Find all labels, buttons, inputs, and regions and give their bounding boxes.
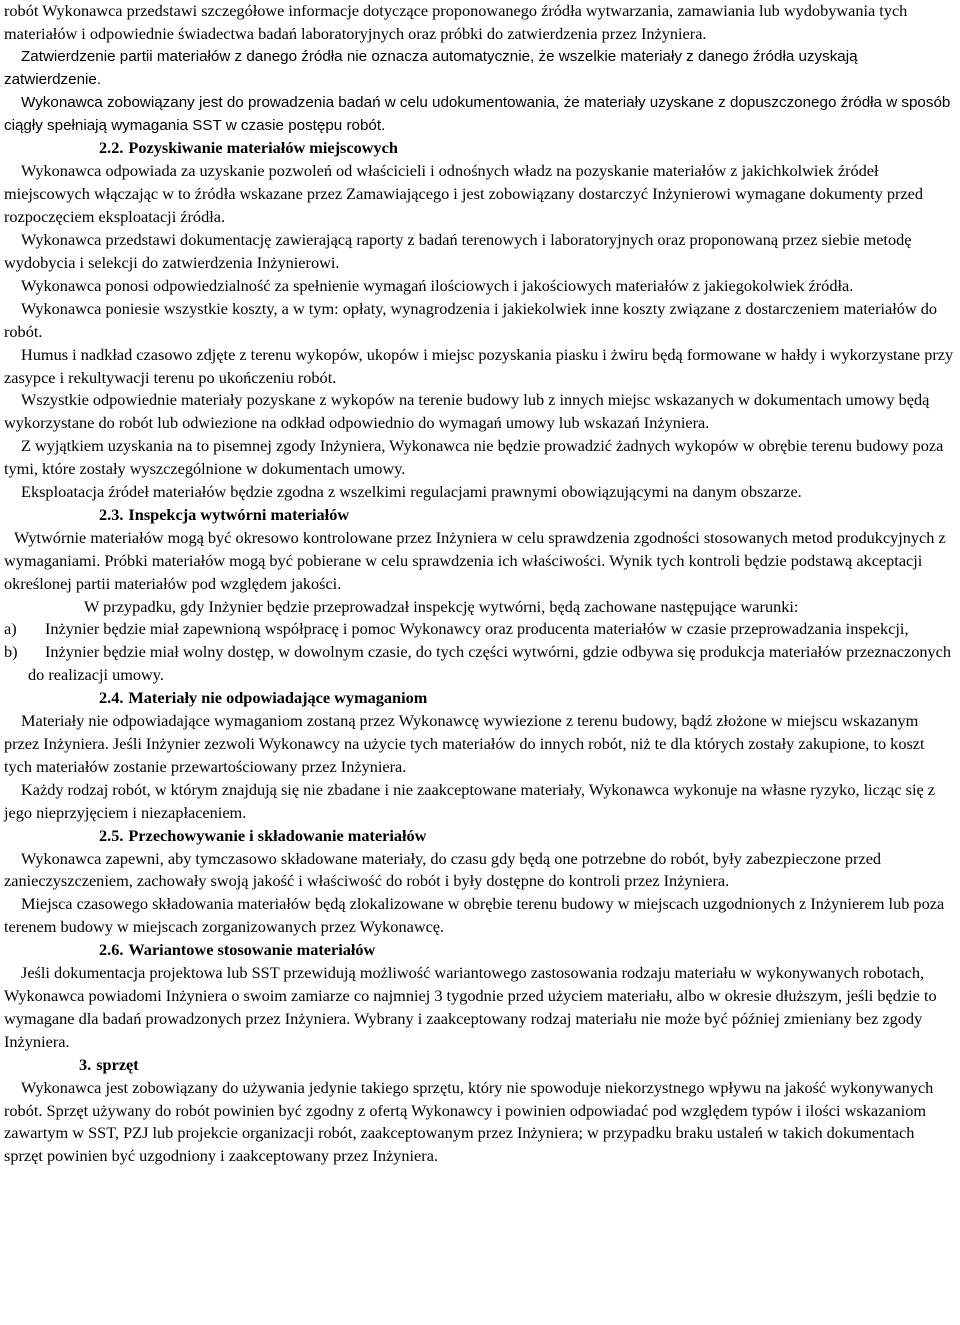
section-title: Pozyskiwanie materiałów miejscowych bbox=[128, 138, 398, 158]
section-title: Inspekcja wytwórni materiałów bbox=[128, 504, 350, 524]
paragraph: Miejsca czasowego składowania materiałów będą zlokalizowane w obrębie terenu budowy w miejscach uzgodnionych z Inżynierem lub poza terenem budowy w miejscach zorganizowanych przez Wykonawcę. bbox=[4, 894, 945, 937]
section-heading-2-6 bbox=[4, 939, 956, 962]
section-title: sprzęt bbox=[96, 1054, 139, 1074]
document-page bbox=[4, 0, 956, 1168]
section-heading-2-5 bbox=[4, 825, 956, 848]
paragraph: Każdy rodzaj robót, w którym znajdują się nie zbadane i nie zaakceptowane materiały, Wykonawca wykonuje na własne ryzyko, licząc się z jego nieprzyjęciem i niezapłaceniem. bbox=[4, 779, 936, 822]
section-title: Wariantowe stosowanie materiałów bbox=[128, 940, 376, 960]
paragraph: Wytwórnie materiałów mogą być okresowo kontrolowane przez Inżyniera w celu sprawdzenia zgodności stosowanych metod produkcyjnych z wymaganiami. Próbki materiałów mogą być pobierane w celu sprawdzenia ich właściwości. Wynik tych kontroli będzie podstawą akceptacji określonej partii materiałów pod względem jakości. bbox=[4, 527, 946, 593]
list-item-text: Inżynier będzie miał wolny dostęp, w dowolnym czasie, do tych części wytwórni, gdzie odbywa się produkcja materiałów przeznaczonych do realizacji umowy. bbox=[28, 642, 952, 685]
paragraph: Wykonawca jest zobowiązany do używania jedynie takiego sprzętu, który nie spowoduje niekorzystnego wpływu na jakość wykonywanych robót. Sprzęt używany do robót powinien być zgodny z ofertą Wykonawcy i powinien odpowiadać pod względem typów i ilości wskazaniom zawartym w SST, PZJ lub projekcie organizacji robót, zaakceptowanym przez Inżyniera; w przypadku braku ustaleń w takich dokumentach sprzęt powinien być uzgodniony i zaakceptowany przez Inżyniera. bbox=[4, 1077, 934, 1166]
section-title: Przechowywanie i składowanie materiałów bbox=[128, 825, 427, 845]
section-number: 2.4. bbox=[99, 688, 124, 708]
section-number: 2.5. bbox=[99, 825, 124, 845]
section-heading-2-3 bbox=[4, 504, 956, 527]
paragraph: robót Wykonawca przedstawi szczegółowe informacje dotyczące proponowanego źródła wytwarzania, zamawiania lub wydobywania tych materiałów i odpowiednie świadectwa badań laboratoryjnych oraz próbki do zatwierdzenia przez Inżyniera. bbox=[4, 1, 908, 43]
paragraph: Wykonawca odpowiada za uzyskanie pozwoleń od właścicieli i odnośnych władz na pozyskanie materiałów z jakichkolwiek źródeł miejscowych włączając w to źródła wskazane przez Zamawiającego i jest zobowiązany dostarczyć Inżynierowi wymagane dokumenty przed rozpoczęciem eksploatacji źródła. bbox=[4, 161, 924, 227]
list-marker: a) bbox=[4, 619, 17, 639]
list-item bbox=[4, 618, 956, 641]
list-item-text: Inżynier będzie miał zapewnioną współpracę i pomoc Wykonawcy oraz producenta materiałów w czasie przeprowadzania inspekcji, bbox=[45, 619, 909, 639]
section-heading-2-2 bbox=[4, 137, 956, 160]
section-number: 2.6. bbox=[99, 940, 124, 960]
list-item bbox=[4, 641, 956, 687]
section-heading-2-4 bbox=[4, 687, 956, 710]
paragraph: Wykonawca przedstawi dokumentację zawierającą raporty z badań terenowych i laboratoryjnych oraz proponowaną przez siebie metodę wydobycia i selekcji do zatwierdzenia Inżynierowi. bbox=[4, 230, 912, 272]
section-number: 3. bbox=[79, 1054, 92, 1074]
paragraph: Materiały nie odpowiadające wymaganiom zostaną przez Wykonawcę wywiezione z terenu budowy, bądź złożone w miejscu wskazanym przez Inżyniera. Jeśli Inżynier zezwoli Wykonawcy na użycie tych materiałów do innych robót, niż te dla których zostały zakupione, to koszt tych materiałów zostanie przewartościowany przez Inżyniera. bbox=[4, 711, 925, 776]
paragraph: W przypadku, gdy Inżynier będzie przeprowadzał inspekcję wytwórni, będą zachowane następujące warunki: bbox=[84, 596, 799, 616]
paragraph: Wykonawca zapewni, aby tymczasowo składowane materiały, do czasu gdy będą one potrzebne do robót, były zabezpieczone przed zanieczyszczeniem, zachowały swoją jakość i właściwość do robót i były dostępne do kontroli przez Inżyniera. bbox=[4, 848, 882, 891]
paragraph: Wykonawca zobowiązany jest do prowadzenia badań w celu udokumentowania, że materiały uzyskane z dopuszczonego źródła w sposób ciągły spełniają wymagania SST w czasie postępu robót. bbox=[4, 93, 951, 134]
paragraph: Eksploatacja źródeł materiałów będzie zgodna z wszelkimi regulacjami prawnymi obowiązującymi na danym obszarze. bbox=[21, 482, 802, 502]
section-heading-3 bbox=[4, 1054, 956, 1077]
list-marker: b) bbox=[4, 642, 18, 662]
paragraph: Humus i nadkład czasowo zdjęte z terenu wykopów, ukopów i miejsc pozyskania piasku i żwiru będą formowane w hałdy i wykorzystane przy zasypce i rekultywacji terenu po ukończeniu robót. bbox=[4, 344, 954, 387]
section-number: 2.3. bbox=[99, 504, 124, 524]
paragraph: Wykonawca ponosi odpowiedzialność za spełnienie wymagań ilościowych i jakościowych materiałów z jakiegokolwiek źródła. bbox=[21, 275, 854, 295]
paragraph: Wykonawca poniesie wszystkie koszty, a w tym: opłaty, wynagrodzenia i jakiekolwiek inne koszty związane z dostarczeniem materiałów do robót. bbox=[4, 298, 938, 341]
paragraph: Z wyjątkiem uzyskania na to pisemnej zgody Inżyniera, Wykonawca nie będzie prowadzić żadnych wykopów w obrębie terenu budowy poza tymi, które zostały wyszczególnione w dokumentach umowy. bbox=[4, 436, 944, 479]
paragraph: Zatwierdzenie partii materiałów z danego źródła nie oznacza automatycznie, że wszelkie materiały z danego źródła uzyskają zatwierdzenie. bbox=[4, 47, 858, 88]
section-number: 2.2. bbox=[99, 138, 124, 158]
paragraph: Jeśli dokumentacja projektowa lub SST przewidują możliwość wariantowego zastosowania rodzaju materiału w wykonywanych robotach, Wykonawca powiadomi Inżyniera o swoim zamiarze co najmniej 3 tygodnie przed użyciem materiału, albo w okresie dłuższym, jeśli będzie to wymagane dla badań prowadzonych przez Inżyniera. Wybrany i zaakceptowany rodzaj materiału nie może być później zmieniany bez zgody Inżyniera. bbox=[4, 963, 937, 1051]
paragraph: Wszystkie odpowiednie materiały pozyskane z wykopów na terenie budowy lub z innych miejsc wskazanych w dokumentach umowy będą wykorzystane do robót lub odwiezione na odkład odpowiednio do wymagań umowy lub wskazań Inżyniera. bbox=[4, 390, 930, 433]
section-title: Materiały nie odpowiadające wymaganiom bbox=[128, 688, 428, 708]
